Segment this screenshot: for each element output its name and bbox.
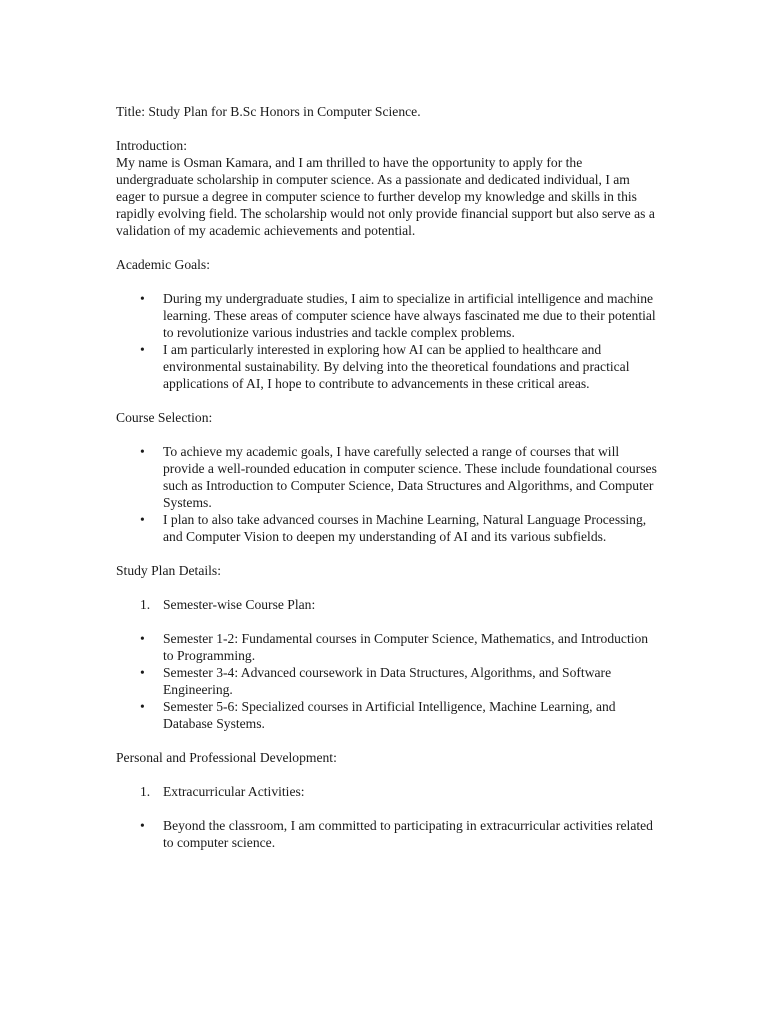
bullet-icon: • [140, 665, 145, 680]
study-plan-numbered-list [116, 596, 658, 613]
list-item [140, 290, 658, 341]
bullet-icon: • [140, 512, 145, 527]
introduction-paragraph: My name is Osman Kamara, and I am thrilled to have the opportunity to apply for the undergraduate scholarship in computer science. As a passionate and dedicated individual, I am eager to pursue a degree in computer science to further develop my knowledge and skills in this rapidly evolving field. The scholarship would not only provide financial support but also serve as a validation of my academic achievements and potential. [116, 155, 655, 238]
list-item [140, 664, 658, 698]
list-item [140, 511, 658, 545]
list-item [140, 341, 658, 392]
study-plan-heading: Study Plan Details: [116, 563, 221, 578]
development-heading: Personal and Professional Development: [116, 750, 337, 765]
bullet-icon: • [140, 631, 145, 646]
numbered-item [140, 596, 658, 613]
academic-goals-heading: Academic Goals: [116, 257, 210, 272]
list-item [140, 630, 658, 664]
numbered-item-text: Semester-wise Course Plan: [163, 597, 316, 612]
list-item-text: I plan to also take advanced courses in Machine Learning, Natural Language Processing, and Computer Vision to deepen my understanding of AI and its various subfields. [163, 512, 647, 544]
list-item-text: Semester 5-6: Specialized courses in Artificial Intelligence, Machine Learning, and Database Systems. [163, 699, 616, 731]
bullet-icon: • [140, 444, 145, 459]
numbered-item-text: Extracurricular Activities: [163, 784, 305, 799]
bullet-icon: • [140, 342, 145, 357]
list-item [140, 443, 658, 511]
bullet-icon: • [140, 818, 145, 833]
list-item [140, 698, 658, 732]
course-selection-list [116, 443, 658, 545]
semester-plan-list [116, 630, 658, 732]
development-numbered-list [116, 783, 658, 800]
item-number: 1. [140, 784, 151, 799]
extracurricular-list [116, 817, 658, 851]
academic-goals-list [116, 290, 658, 392]
introduction-heading: Introduction: [116, 138, 187, 153]
list-item-text: I am particularly interested in exploring how AI can be applied to healthcare and environmental sustainability. By delving into the theoretical foundations and practical applications of AI, I hope to contribute to advancements in these critical areas. [163, 342, 630, 391]
numbered-item [140, 783, 658, 800]
list-item-text: Semester 3-4: Advanced coursework in Data Structures, Algorithms, and Software Engineering. [163, 665, 612, 697]
document-title: Title: Study Plan for B.Sc Honors in Computer Science. [116, 104, 421, 119]
list-item-text: To achieve my academic goals, I have carefully selected a range of courses that will provide a well-rounded education in computer science. These include foundational courses such as Introduction to Computer Science, Data Structures and Algorithms, and Computer Systems. [163, 444, 657, 510]
list-item-text: Semester 1-2: Fundamental courses in Computer Science, Mathematics, and Introduction to Programming. [163, 631, 649, 663]
list-item [140, 817, 658, 851]
item-number: 1. [140, 597, 151, 612]
bullet-icon: • [140, 699, 145, 714]
bullet-icon: • [140, 291, 145, 306]
list-item-text: Beyond the classroom, I am committed to participating in extracurricular activities related to computer science. [163, 818, 653, 850]
course-selection-heading: Course Selection: [116, 410, 213, 425]
list-item-text: During my undergraduate studies, I aim to specialize in artificial intelligence and machine learning. These areas of computer science have always fascinated me due to their potential to revolutionize various industries and tackle complex problems. [163, 291, 656, 340]
